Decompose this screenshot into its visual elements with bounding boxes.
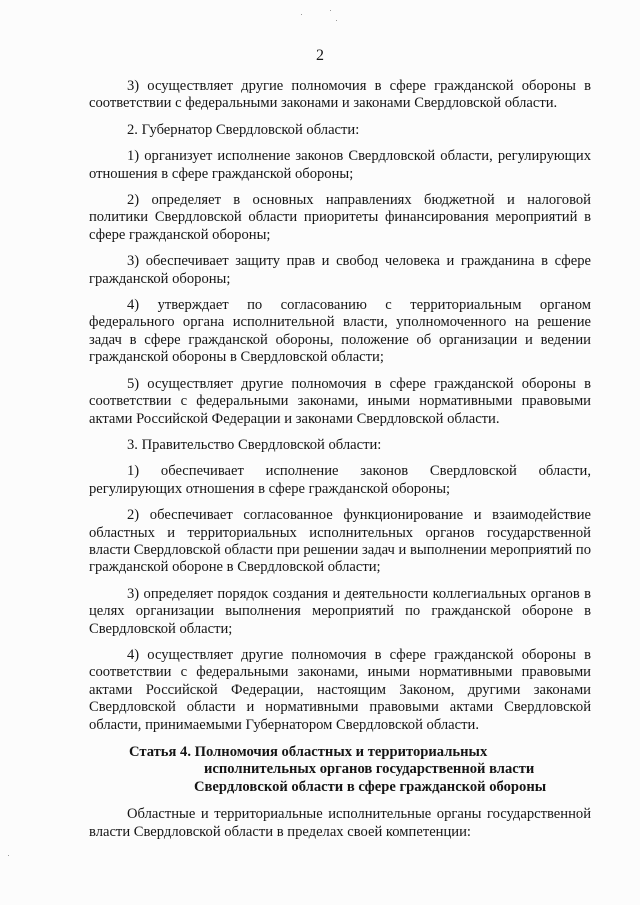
scan-speck	[301, 14, 302, 15]
article-heading	[89, 744, 591, 796]
paragraph: 2. Губернатор Свердловской области:	[127, 121, 360, 138]
paragraph: 5) осуществляет другие полномочия в сфере гражданской обороны в соответствии с федеральными законами, иными нормативными правовыми актами Российской Федерации и законами Свердловской области.	[89, 375, 591, 427]
paragraph: 3) обеспечивает защиту прав и свобод человека и гражданина в сфере гражданской обороны;	[89, 253, 591, 287]
paragraph: 1) организует исполнение законов Свердловской области, регулирующих отношения в сфере гражданской обороны;	[89, 148, 591, 182]
scan-speck	[336, 20, 337, 21]
paragraph: 4) утверждает по согласованию с территориальным органом федерального органа исполнительной власти, уполномоченного на решение задач в сфере гражданской обороны, положение об организации и ведении гражданской обороны в Свердловской области;	[89, 297, 591, 366]
article-heading-line: исполнительных органов государственной власти	[204, 761, 535, 778]
paragraph: 2) определяет в основных направлениях бюджетной и налоговой политики Свердловской области приоритеты финансирования мероприятий в сфере гражданской обороны;	[89, 192, 591, 243]
paragraph: 1) обеспечивает исполнение законов Свердловской области, регулирующих отношения в сфере гражданской обороны;	[89, 463, 591, 497]
paragraph: Областные и территориальные исполнительные органы государственной власти Свердловской области в пределах своей компетенции:	[89, 806, 591, 840]
paragraph: 4) осуществляет другие полномочия в сфере гражданской обороны в соответствии с федеральными законами, иными нормативными правовыми актами Российской Федерации, настоящим Законом, другими законами Свердловской области и нормативными правовыми актами Свердловской области, принимаемыми Губернатором Свердловской области.	[89, 646, 591, 733]
article-heading-line: Статья 4. Полномочия областных и территориальных	[129, 744, 488, 760]
article-heading-line: Свердловской области в сфере гражданской обороны	[194, 778, 547, 795]
scan-speck	[330, 10, 331, 11]
paragraph: 3) осуществляет другие полномочия в сфере гражданской обороны в соответствии с федеральными законами и законами Свердловской области.	[89, 78, 591, 112]
paragraph: 3) определяет порядок создания и деятельности коллегиальных органов в целях организации выполнения мероприятий по гражданской обороне в Свердловской области;	[89, 585, 591, 637]
document-body	[89, 78, 591, 850]
paragraph: 2) обеспечивает согласованное функционирование и взаимодействие областных и территориальных исполнительных органов государственной власти Свердловской области при решении задач и выполнении мероприятий по гражданской обороне в Свердловской области;	[89, 507, 591, 576]
paragraph: 3. Правительство Свердловской области:	[127, 436, 382, 453]
page-number: 2	[316, 47, 324, 64]
scan-speck	[8, 855, 9, 856]
